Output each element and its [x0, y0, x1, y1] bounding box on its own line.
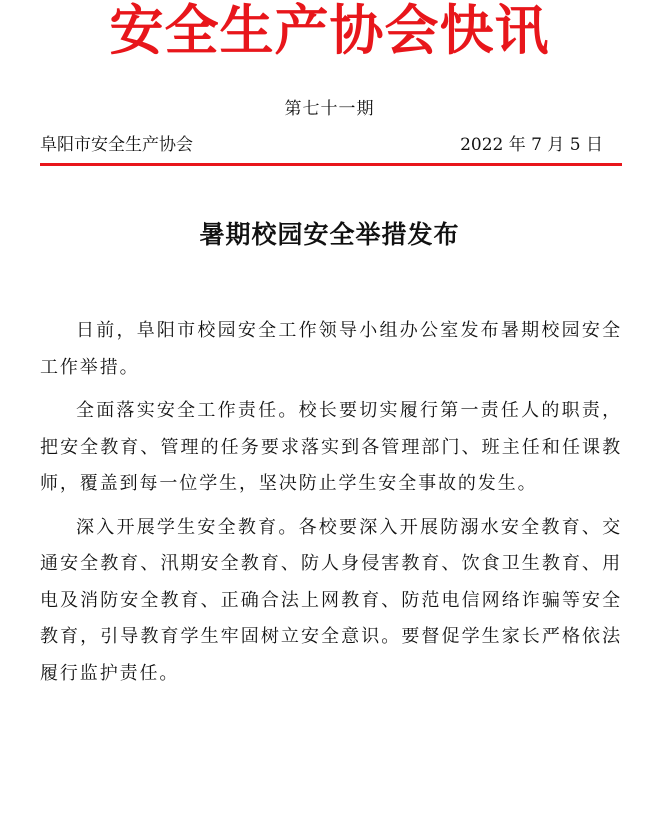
organization-name: 阜阳市安全生产协会 — [40, 135, 193, 155]
article-body — [40, 313, 622, 699]
article-headline: 暑期校园安全举措发布 — [199, 220, 460, 249]
publish-date: 2022 年 7 月 5 日 — [460, 135, 603, 155]
masthead-title: 安全生产协会快讯 — [109, 0, 550, 62]
article-paragraph-1: 日前，阜阳市校园安全工作领导小组办公室发布暑期校园安全工作举措。 — [40, 320, 622, 378]
issue-number: 第七十一期 — [284, 99, 375, 119]
article-paragraph-2: 全面落实安全工作责任。校长要切实履行第一责任人的职责，把安全教育、管理的任务要求落实到各管理部门、班主任和任课教师，覆盖到每一位学生，坚决防止学生安全事故的发生。 — [40, 400, 622, 494]
meta-row — [40, 133, 603, 157]
article-paragraph-3: 深入开展学生安全教育。各校要深入开展防溺水安全教育、交通安全教育、汛期安全教育、防人身侵害教育、饮食卫生教育、用电及消防安全教育、正确合法上网教育、防范电信网络诈骗等安全教育，引导教育学生牢固树立安全意识。要督促学生家长严格依法履行监护责任。 — [40, 516, 622, 684]
header-divider — [40, 163, 622, 166]
